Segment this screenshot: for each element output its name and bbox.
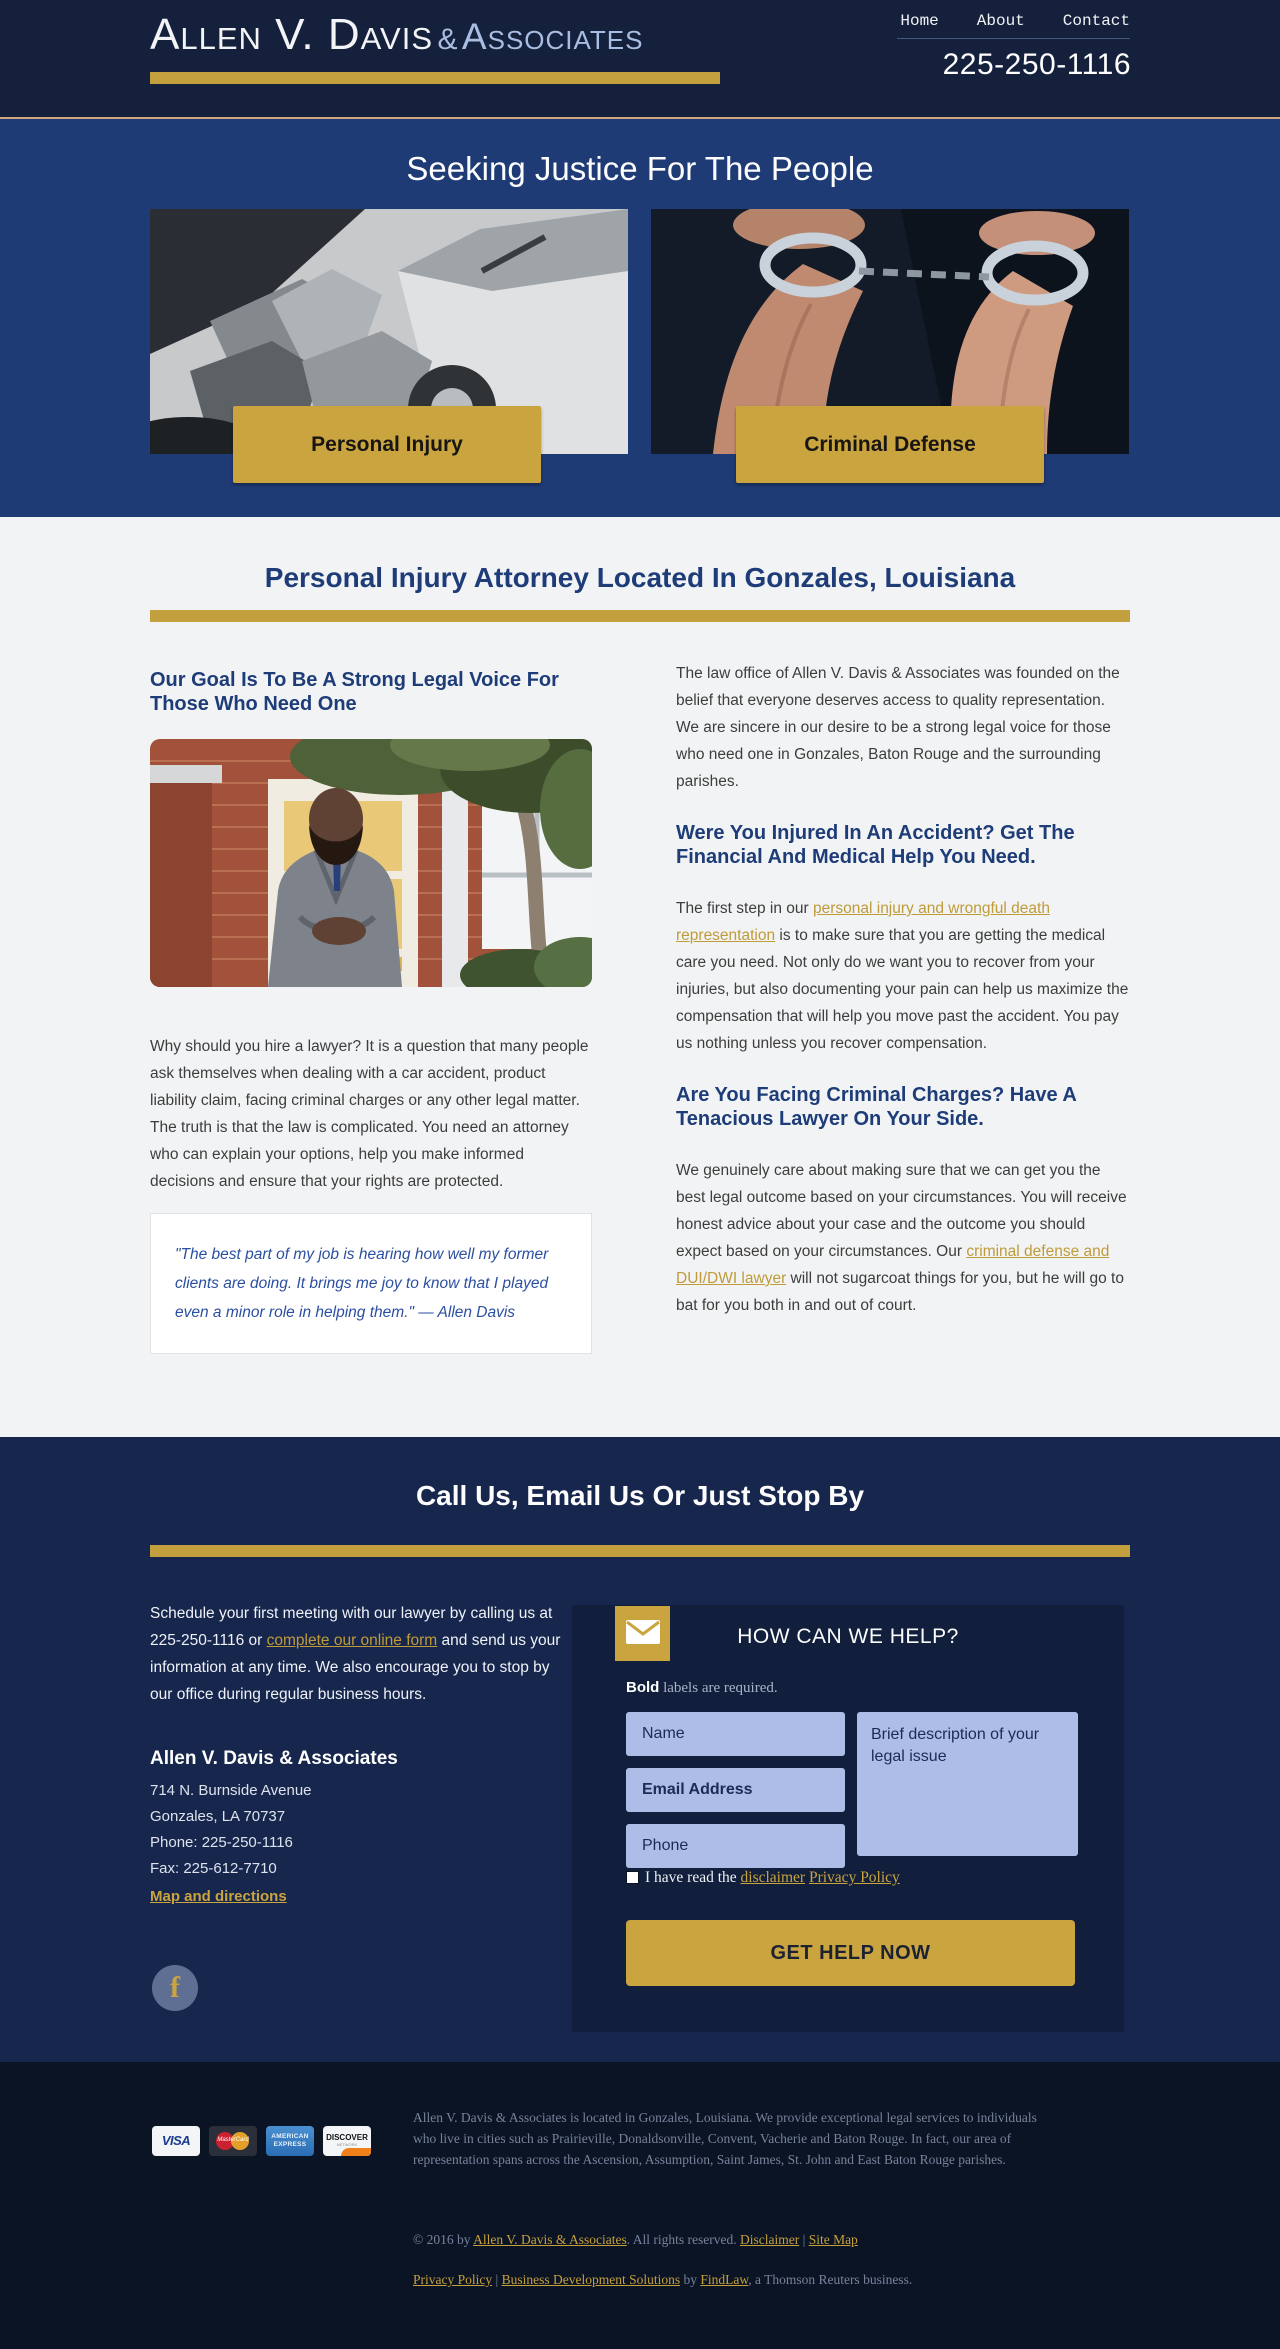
contact-intro <box>150 1600 562 1708</box>
disclaimer-check-row <box>626 1869 900 1887</box>
copyright-mid: . All rights reserved. <box>626 2232 740 2247</box>
footer-legal-line <box>413 2272 912 2288</box>
personal-injury-link[interactable]: personal injury and wrongful death representation <box>676 900 1050 944</box>
footer-copyright-line <box>413 2232 858 2248</box>
firm-name: Allen V. Davis & Associates <box>150 1748 398 1769</box>
get-help-now-button[interactable]: GET HELP NOW <box>626 1920 1075 1986</box>
amex-card-icon <box>266 2126 314 2156</box>
contact-gold-divider <box>150 1545 1130 1557</box>
nav-home[interactable]: Home <box>900 12 939 30</box>
injury-text-post: is to make sure that you are getting the medical care you need. Not only do we want you to recover from your injuries, but also documenting your pain can help us maximize the compensation that will help you move past the accident. You pay us nothing unless you recover compensation. <box>676 927 1129 1052</box>
name-input[interactable] <box>626 1712 845 1756</box>
criminal-text-pre: We genuinely care about making sure that we can get you the best legal outcome based on your circumstances. You will receive honest advice about your case and the outcome you should expect based on your circumstances. Our <box>676 1162 1127 1260</box>
injury-paragraph <box>676 895 1129 1057</box>
main-left-column <box>150 660 592 1354</box>
injury-subheading: Were You Injured In An Accident? Get The Financial And Medical Help You Need. <box>676 822 1075 868</box>
footer-bds-link[interactable]: Business Development Solutions <box>501 2272 681 2287</box>
attorney-quote: "The best part of my job is hearing how well my former clients are doing. It brings me joy to know that I played even a minor role in helping them." — Allen Davis <box>175 1246 549 1321</box>
why-hire-paragraph: Why should you hire a lawyer? It is a question that many people ask themselves when dealing with a car accident, product liability claim, facing criminal charges or any other legal matter. The truth is that the law is complicated. You need an attorney who can explain your options, help you make informed decisions and ensure that your rights are protected. <box>150 1038 589 1190</box>
footer-about-text: Allen V. Davis & Associates is located in Gonzales, Louisiana. We provide exceptional legal services to individuals who live in cities such as Prairieville, Donaldsonville, Convent, Vacherie and Baton Rouge. In fact, our area of representation spans across the Ascension, Assumption, Saint James, St. John and East Baton Rouge parishes. <box>413 2110 1037 2167</box>
contact-intro-pre: Schedule your first meeting with our lawyer by calling us at 225-250-1116 or <box>150 1605 553 1649</box>
contact-info-column <box>150 1600 562 1906</box>
footer-findlaw-link[interactable]: FindLaw <box>700 2272 749 2287</box>
criminal-defense-button[interactable]: Criminal Defense <box>736 406 1044 483</box>
logo-gold-underline <box>150 72 720 84</box>
main-content-section <box>0 517 1280 1437</box>
discover-label: DISCOVER <box>326 2133 368 2142</box>
page-title: Personal Injury Attorney Located In Gonzales, Louisiana <box>264 562 1016 593</box>
form-note <box>626 1679 778 1697</box>
email-input[interactable] <box>626 1768 845 1812</box>
disclaimer-link[interactable]: disclaimer <box>740 1869 806 1886</box>
facebook-letter: f <box>170 1971 180 2004</box>
personal-injury-button[interactable]: Personal Injury <box>233 406 541 483</box>
discover-card-icon <box>323 2126 371 2156</box>
contact-section <box>0 1437 1280 2062</box>
main-nav <box>900 12 1130 30</box>
footer-sitemap-link[interactable]: Site Map <box>808 2232 858 2247</box>
message-textarea[interactable] <box>857 1712 1078 1856</box>
attorney-photo <box>150 739 592 987</box>
logo-ampersand: & <box>437 23 458 56</box>
criminal-subheading: Are You Facing Criminal Charges? Have A Tenacious Lawyer On Your Side. <box>676 1084 1077 1130</box>
mastercard-icon <box>209 2126 257 2156</box>
online-form-link[interactable]: complete our online form <box>266 1632 438 1649</box>
header-phone-number[interactable]: 225-250-1116 <box>942 48 1131 81</box>
phone-line: Phone: 225-250-1116 <box>150 1834 293 1851</box>
criminal-defense-link[interactable]: criminal defense and DUI/DWI lawyer <box>676 1243 1110 1287</box>
site-footer <box>0 2062 1280 2349</box>
attorney-quote-box <box>150 1213 592 1354</box>
facebook-icon[interactable] <box>152 1965 198 2011</box>
logo-firm-name: Allen V. Davis <box>150 10 433 59</box>
contact-intro-post: and send us your information at any time. We also encourage you to stop by our office during regular business hours. <box>150 1632 561 1703</box>
address-street: 714 N. Burnside Avenue <box>150 1782 312 1799</box>
footer-privacy-link[interactable]: Privacy Policy <box>413 2272 493 2287</box>
footer-disclaimer-link[interactable]: Disclaimer <box>740 2232 800 2247</box>
contact-form-panel <box>572 1605 1124 2032</box>
map-directions-link[interactable]: Map and directions <box>150 1888 287 1905</box>
mastercard-label: MasterCard <box>217 2137 249 2143</box>
hero-section <box>0 117 1280 517</box>
address-city: Gonzales, LA 70737 <box>150 1808 286 1825</box>
gold-divider <box>150 610 1130 622</box>
main-right-column <box>676 660 1129 1345</box>
visa-label: VISA <box>161 2133 191 2148</box>
visa-card-icon <box>152 2126 200 2156</box>
goal-subheading: Our Goal Is To Be A Strong Legal Voice For Those Who Need One <box>150 669 559 715</box>
criminal-text-post: will not sugarcoat things for you, but he will go to bat for you both in and out of court. <box>676 1270 1124 1314</box>
firm-intro-paragraph: The law office of Allen V. Davis & Associates was founded on the belief that everyone deserves access to quality representation. We are sincere in our desire to be a strong legal voice for those who need one in Gonzales, Baton Rouge and the surrounding parishes. <box>676 665 1120 790</box>
phone-input[interactable] <box>626 1824 845 1868</box>
footer-firm-link[interactable]: Allen V. Davis & Associates <box>473 2232 627 2247</box>
legal-post: , a Thomson Reuters business. <box>748 2272 913 2287</box>
nav-underline <box>897 38 1130 39</box>
fax-line: Fax: 225-612-7710 <box>150 1860 277 1877</box>
injury-text-pre: The first step in our <box>676 900 813 917</box>
copyright-sep: | <box>799 2232 809 2247</box>
form-title: HOW CAN WE HELP? <box>737 1625 959 1648</box>
hero-tagline: Seeking Justice For The People <box>406 150 874 187</box>
nav-contact[interactable]: Contact <box>1062 12 1130 30</box>
legal-mid: by <box>680 2272 701 2287</box>
privacy-policy-link[interactable]: Privacy Policy <box>808 1869 900 1886</box>
checkbox-text: I have read the <box>645 1869 741 1886</box>
amex-label: AMERICAN EXPRESS <box>271 2133 309 2148</box>
form-note-rest: labels are required. <box>659 1680 778 1696</box>
site-header <box>0 0 1280 117</box>
criminal-paragraph <box>676 1157 1129 1319</box>
payment-methods <box>152 2126 371 2156</box>
firm-logo[interactable] <box>150 10 644 60</box>
legal-sep: | <box>492 2272 502 2287</box>
disclaimer-checkbox[interactable] <box>626 1871 639 1884</box>
contact-heading: Call Us, Email Us Or Just Stop By <box>415 1480 865 1511</box>
nav-about[interactable]: About <box>976 12 1025 30</box>
discover-network-label: NETWORK <box>336 2142 358 2147</box>
address-block <box>150 1778 562 1882</box>
form-note-bold: Bold <box>626 1679 660 1696</box>
logo-associates: Associates <box>461 16 644 57</box>
copyright-pre: © 2016 by <box>413 2232 474 2247</box>
